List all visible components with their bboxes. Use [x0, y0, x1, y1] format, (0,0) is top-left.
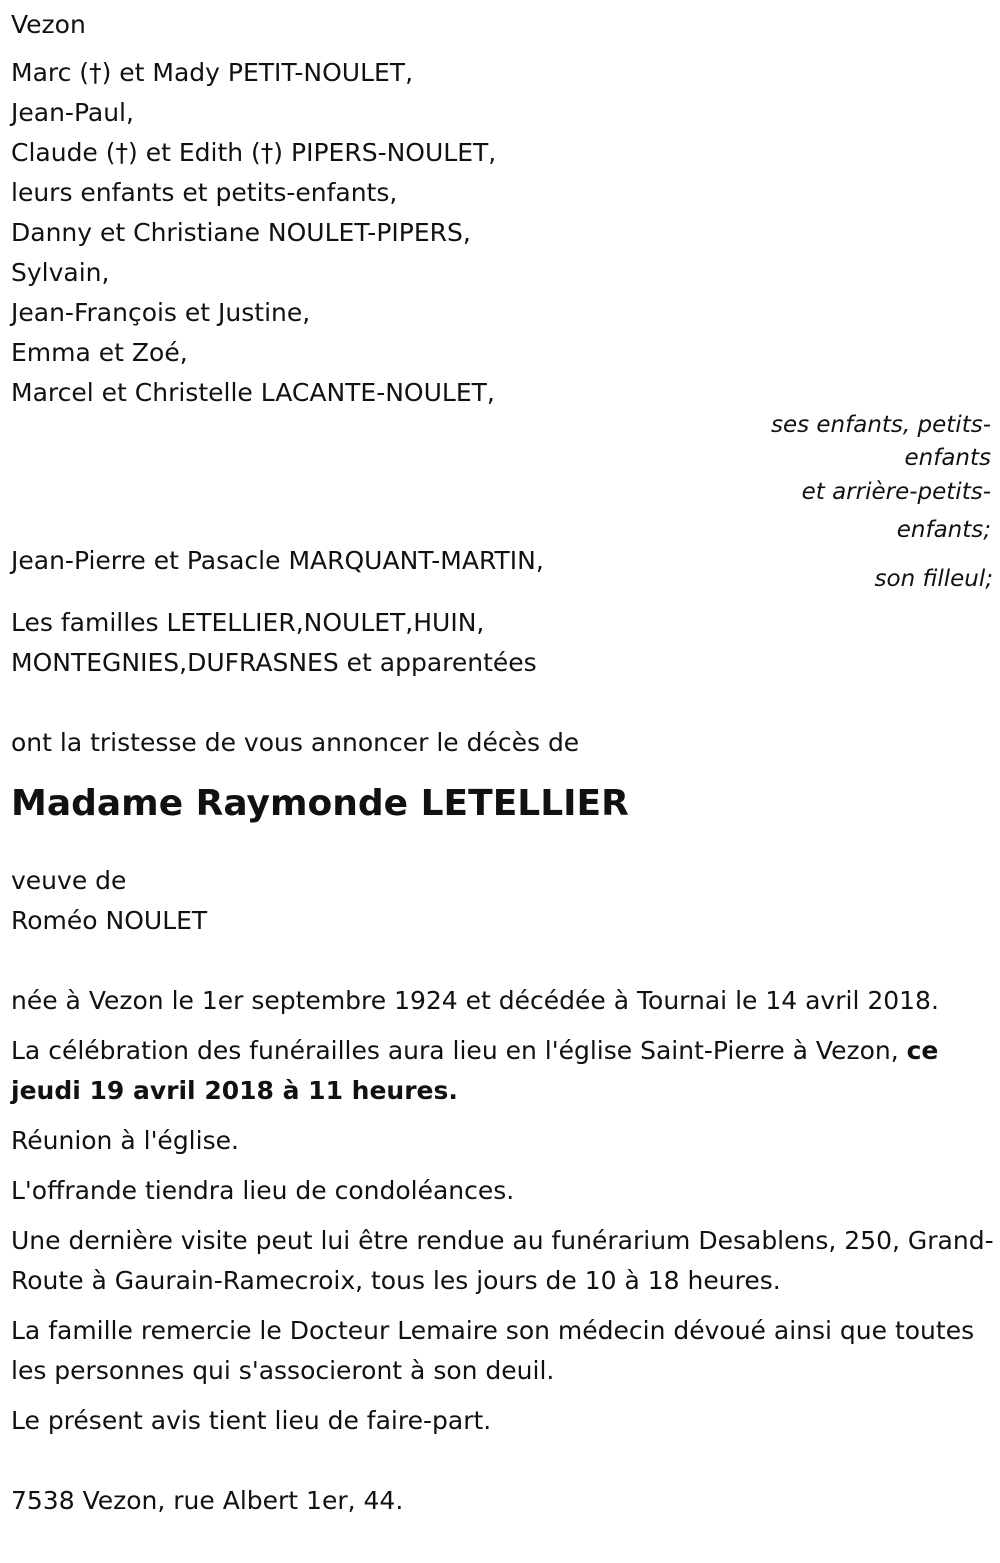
visit-paragraph: Une dernière visite peut lui être rendue au funérarium Desablens, 250, Grand-Route à Gaurain-Ramecroix, tous les jours de 10 à 18 heures.	[11, 1226, 994, 1295]
thanks-paragraph: La famille remercie le Docteur Lemaire son médecin dévoué ainsi que toutes les personnes qui s'associeront à son deuil.	[11, 1316, 975, 1385]
families-line: Les familles LETELLIER,NOULET,HUIN,	[11, 608, 485, 637]
announcement: ont la tristesse de vous annoncer le décès de	[11, 728, 580, 757]
family-list	[11, 53, 991, 413]
family-line: Claude (†) et Edith (†) PIPERS-NOULET,	[11, 138, 497, 167]
widow-label: veuve de	[11, 866, 127, 895]
funeral-paragraph	[11, 1031, 996, 1111]
spouse-name: Roméo NOULET	[11, 906, 208, 935]
family-line: Emma et Zoé,	[11, 338, 188, 367]
family-line: Marcel et Christelle LACANTE-NOULET,	[11, 378, 495, 407]
family-line: Sylvain,	[11, 258, 110, 287]
place-header: Vezon	[11, 10, 86, 39]
godson-caption: son filleul;	[874, 566, 993, 592]
notice-paragraph: Le présent avis tient lieu de faire-part.	[11, 1406, 492, 1435]
funeral-date: ce jeudi 19 avril 2018 à 11 heures.	[11, 1036, 939, 1105]
family-line: Jean-Paul,	[11, 98, 134, 127]
offering-paragraph: L'offrande tiendra lieu de condoléances.	[11, 1176, 515, 1205]
family-line: leurs enfants et petits-enfants,	[11, 178, 398, 207]
address: 7538 Vezon, rue Albert 1er, 44.	[11, 1486, 404, 1515]
families-line: MONTEGNIES,DUFRASNES et apparentées	[11, 648, 537, 677]
family-line: Jean-François et Justine,	[11, 298, 311, 327]
grandchildren-caption: et arrière-petits-enfants;	[801, 479, 991, 543]
children-caption: ses enfants, petits-enfants	[770, 412, 991, 471]
meeting-paragraph: Réunion à l'église.	[11, 1126, 239, 1155]
obituary-notice	[11, 5, 994, 1521]
family-line: Danny et Christiane NOULET-PIPERS,	[11, 218, 471, 247]
family-line: Marc (†) et Mady PETIT-NOULET,	[11, 58, 414, 87]
godson-line: Jean-Pierre et Pasacle MARQUANT-MARTIN,	[11, 546, 544, 575]
families-block	[11, 603, 991, 683]
deceased-name: Madame Raymonde LETELLIER	[11, 783, 629, 824]
birth-death-paragraph: née à Vezon le 1er septembre 1924 et décédée à Tournai le 14 avril 2018.	[11, 986, 939, 1015]
godson-row	[11, 541, 993, 592]
funeral-text: La célébration des funérailles aura lieu en l'église Saint-Pierre à Vezon,	[11, 1036, 907, 1065]
